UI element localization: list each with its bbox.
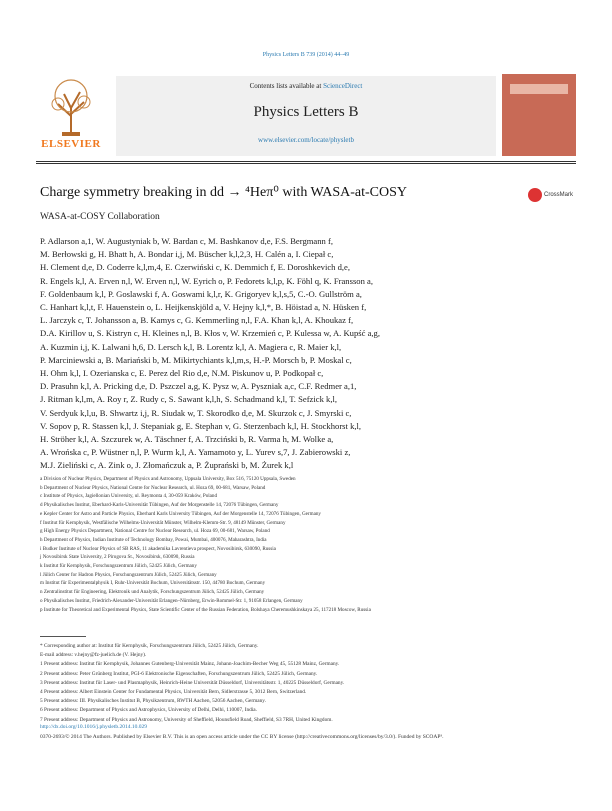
author-line[interactable]: J. Ritman k,l,m, A. Roy r, Z. Rudy c, S. Sawant k,l,h, S. Schadmand k,l, T. Sefzick k,l, [40,394,337,405]
footnote-email[interactable]: E-mail address: v.hejny@fz-juelich.de (V. Hejny). [40,652,147,659]
author-line[interactable]: L. Jarczyk c, T. Johansson a, B. Kamys c, G. Kemmerling n,l, F.A. Khan k,l, A. Khoukaz f, [40,315,354,326]
footnote-item: 3 Present address: Institut für Laser- und Plasmaphysik, Heinrich-Heine Universität Düsseldorf, Universitätsstr. 1, 40225 Düsseldorf, Germany. [40,679,345,686]
journal-url-link[interactable]: www.elsevier.com/locate/physletb [258,136,354,144]
affiliation-list [40,475,580,614]
affiliation-item: l Jülich Center for Hadron Physics, Forschungszentrum Jülich, 52425 Jülich, Germany [40,571,217,578]
crossmark-label[interactable]: CrossMark [544,192,574,198]
affiliation-item: h Department of Physics, Indian Institute of Technology Bombay, Powai, Mumbai, 400076, Maharashtra, India [40,536,267,543]
affiliation-item: n Zentralinstitut für Engineering, Elektronik und Analytik, Forschungszentrum Jülich, 52425 Jülich, Germany [40,589,265,596]
author-line[interactable]: P. Marciniewski a, B. Mariański b, M. Mikirtychiants k,l,m,s, H.-P. Morsch b, P. Moskal c, [40,354,352,365]
author-line[interactable]: H. Clement d,e, D. Coderre k,l,m,4, E. Czerwiński c, K. Demmich f, E. Doroshkevich d,e, [40,262,351,273]
affiliation-item: c Institute of Physics, Jagiellonian University, ul. Reymonta 4, 30-059 Kraków, Poland [40,493,218,500]
footnote-list [40,642,580,725]
author-line[interactable]: V. Serdyuk k,l,u, B. Shwartz i,j, R. Siudak w, T. Skorodko d,e, M. Skurzok c, J. Smyrski c, [40,407,352,418]
journal-reference[interactable]: Physics Letters B 739 (2014) 44–49 [262,52,350,58]
affiliation-item: j Novosibirsk State University, 2 Pirogova St., Novosibirsk, 630090, Russia [40,554,195,561]
affiliation-item: e Kepler Center for Astro and Particle Physics, Eberhard Karls University Tübingen, Auf der Morgenstelle 14, 72076 Tübingen, Germany [40,510,321,517]
author-line[interactable]: V. Sopov p, R. Stassen k,l, J. Stepaniak g, E. Stephan v, G. Sterzenbach k,l, H. Stockhorst k,l, [40,420,362,431]
journal-name: Physics Letters B [253,104,359,120]
contents-prefix: Contents lists available at [249,82,324,90]
author-line[interactable]: C. Hanhart k,l,t, F. Hauenstein o, L. Heijkenskjöld a, V. Hejny k,l,*, B. Höistad a, N. Hüsken f, [40,302,367,313]
footnote-corresponding: * Corresponding author at: Institut für Kernphysik, Forschungszentrum Jülich, 52425 Jülich, Germany. [40,643,259,649]
footnote-item: 2 Present address: Peter Grünberg Institut, PGI-6 Elektronische Eigenschaften, Forschungszentrum Jülich, 52425 Jülich, Germany. [40,670,318,677]
affiliation-item: a Division of Nuclear Physics, Department of Physics and Astronomy, Uppsala University, Box 516, 75120 Uppsala, Sweden [40,476,296,482]
author-line[interactable]: A. Wrońska c, P. Wüstner n,l, P. Wurm k,l, A. Yamamoto y, L. Yurev s,7, J. Zabierowski z, [40,447,351,458]
affiliation-item: i Budker Institute of Nuclear Physics of SB RAS, 11 akademika Lavrentieva prospect, Novosibirsk, 630090, Russia [40,545,276,552]
sciencedirect-link[interactable]: ScienceDirect [323,82,363,90]
header-rule-bottom [36,163,576,164]
journal-cover-image[interactable] [502,74,576,156]
footnote-item: 1 Present address: Institut für Kernphysik, Johannes Gutenberg-Universität Mainz, Johann-Joachim-Becher Weg 45, 55128 Mainz, Germany. [40,661,340,668]
affiliation-item: d Physikalisches Institut, Eberhard-Karls-Universität Tübingen, Auf der Morgenstelle 14, 72076 Tübingen, Germany [40,502,279,509]
article-title: Charge symmetry breaking in dd → ⁴Heπ⁰ with WASA-at-COSY [40,185,408,200]
affiliation-item: g High Energy Physics Department, National Centre for Nuclear Research, ul. Hoza 69, 00-681, Warsaw, Poland [40,528,270,535]
author-list [40,235,576,473]
footnote-item: 4 Present address: Albert Einstein Center for Fundamental Physics, Universität Bern, Sidlerstrasse 5, 3012 Bern, Switzerland. [40,689,307,696]
author-line[interactable]: H. Ströher k,l, A. Szczurek w, A. Täschner f, A. Trzciński b, R. Varma h, M. Wolke a, [40,434,334,445]
affiliation-item: p Institute for Theoretical and Experimental Physics, State Scientific Center of the Russian Federation, Bolshaya Cheremushkinskaya 25, 117218 Moscow, Russia [40,606,371,613]
author-line[interactable]: A. Kuzmin i,j, K. Lalwani h,6, D. Lersch k,l, B. Lorentz k,l, A. Magiera c, R. Maier k,l, [40,341,342,352]
affiliation-item: f Institut für Kernphysik, Westfälische Wilhelms-Universität Münster, Wilhelm-Klemm-Str. 9, 48149 Münster, Germany [40,519,286,526]
author-line[interactable]: P. Adlarson a,1, W. Augustyniak b, W. Bardan c, M. Bashkanov d,e, F.S. Bergmann f, [40,236,333,246]
affiliation-item: k Institut für Kernphysik, Forschungszentrum Jülich, 52425 Jülich, Germany [40,563,197,570]
author-line[interactable]: R. Engels k,l, A. Erven n,l, W. Erven n,l, W. Eyrich o, P. Fedorets k,l,p, K. Föhl q, K. Fransson a, [40,275,373,286]
author-line[interactable]: D. Prasuhn k,l, A. Pricking d,e, D. Pszczel a,g, K. Pysz w, A. Pyszniak a,c, C.F. Redmer a,1, [40,381,357,392]
affiliation-item: b Department of Nuclear Physics, National Centre for Nuclear Research, ul. Hoza 69, 00-681, Warsaw, Poland [40,484,266,491]
affiliation-item: o Physikalisches Institut, Friedrich-Alexander-Universität Erlangen–Nürnberg, Erwin-Rommel-Str. 1, 91058 Erlangen, Germany [40,597,303,604]
crossmark-icon[interactable] [528,188,542,202]
cover-title-band [510,84,568,94]
contents-line [36,82,576,90]
doi-link[interactable]: http://dx.doi.org/10.1016/j.physletb.2014.10.029 [40,724,147,730]
author-line[interactable]: H. Ohm k,l, I. Ozerianska c, E. Perez del Rio d,e, N.M. Piskunov u, P. Podkopał c, [40,368,324,379]
author-line[interactable]: M.J. Zieliński c, A. Zink o, J. Złomańczuk a, P. Żuprański b, M. Żurek k,l [40,460,294,471]
affiliation-item: m Institut für Experimentalphysik I, Ruhr-Universität Bochum, Universitätsstr. 150, 44780 Bochum, Germany [40,580,266,587]
footnote-divider [40,636,86,637]
header-rule-top [36,161,576,162]
journal-header [36,70,576,158]
author-line[interactable]: D.A. Kirillov u, S. Kistryn c, H. Kleines n,l, B. Kłos v, W. Krzemień c, P. Kulessa w, A. Kupść a,g, [40,328,380,339]
license-text: 0370-2693/© 2014 The Authors. Published by Elsevier B.V. This is an open access article under the CC BY license (http://creativecommons.org/licenses/by/3.0/). Funded by SCOAP³. [40,734,444,740]
collaboration-name: WASA-at-COSY Collaboration [40,212,160,222]
author-line[interactable]: M. Berłowski g, H. Bhatt h, A. Bondar i,j, M. Büscher k,l,2,3, H. Calén a, I. Ciepał c, [40,249,334,260]
footnote-item: 5 Present address: III. Physikalisches Institut B, Physikzentrum, RWTH Aachen, 52056 Aachen, Germany. [40,698,266,705]
author-line[interactable]: F. Goldenbaum k,l, P. Goslawski f, A. Goswami k,l,r, K. Grigoryev k,l,s,5, C.-O. Gullström a, [40,288,362,299]
publisher-name: ELSEVIER [41,138,101,150]
footnote-item: 6 Present address: Department of Physics and Astrophysics, University of Delhi, Delhi, 110007, India. [40,707,257,714]
footnote-item: 7 Present address: Department of Physics and Astronomy, University of Sheffield, Hounsfield Road, Sheffield, S3 7RH, United Kingdom. [40,716,333,723]
